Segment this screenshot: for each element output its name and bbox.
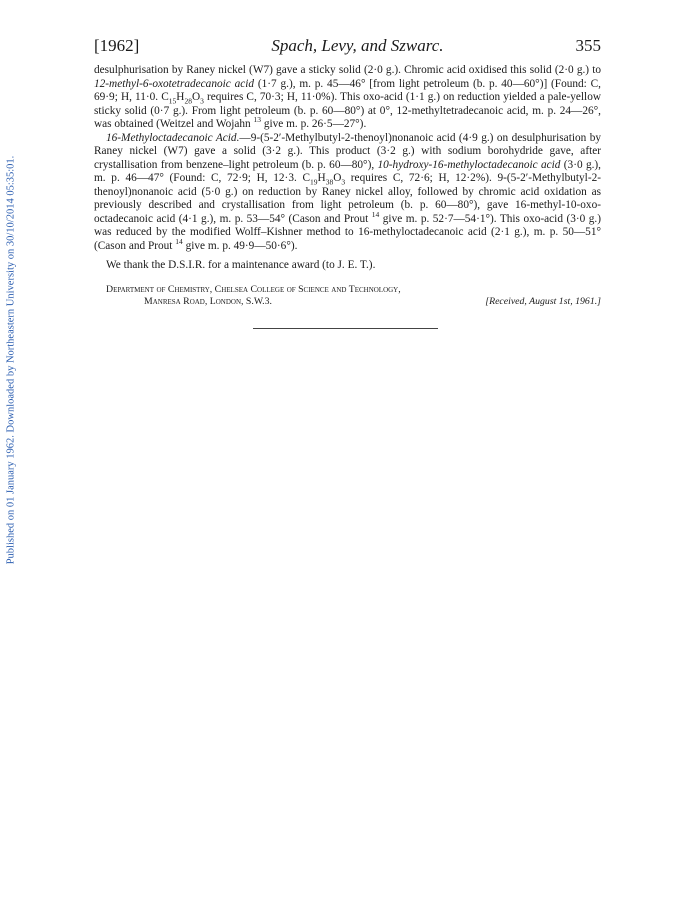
paragraph-experimental-1 bbox=[94, 64, 601, 132]
running-header bbox=[94, 36, 601, 56]
formula-element: O bbox=[333, 172, 342, 184]
reference-superscript: 13 bbox=[253, 115, 262, 125]
formula-subscript: 3 bbox=[200, 96, 204, 106]
compound-name: 10-hydroxy-16-methyloctadecanoic acid bbox=[377, 158, 561, 171]
text-run: requires C, 72·6; H, 12·2%). 9-(5-2′-Methylbutyl-2-thenoyl)nonanoic acid (5·0 g.) on reduction by Raney nickel alloy, followed by chromic acid oxidation as previously described and crystallisation from light petroleum (b. p. 60—80°), gave 16-methyl-10-oxo-octadecanoic acid (4·1 g.), m. p. 53—54° (Cason and Prout bbox=[94, 172, 601, 225]
reference-superscript: 14 bbox=[371, 209, 380, 219]
text-run: give m. p. 26·5—27°). bbox=[261, 118, 367, 130]
text-run: (3·0 g.), m. p. 46—47° (Found: C, 72·9; H, 12·3. C bbox=[94, 158, 602, 184]
download-watermark-text: Published on 01 January 1962. Downloaded by Northeastern University on 30/10/2014 05:35:01. bbox=[5, 155, 17, 565]
journal-page bbox=[94, 36, 601, 329]
formula-element: H bbox=[317, 172, 326, 184]
text-run: —9-(5-2′-Methylbutyl-2-thenoyl)nonanoic acid (4·9 g.) on desulphurisation by Raney nickel (W7) gave a solid (3·2 g.). This product (3·2 g.) with sodium borohydride gave, after crystallisation from benzene–light petroleum (b. p. 60—80°), bbox=[94, 131, 601, 171]
received-date: [Received, August 1st, 1961.] bbox=[485, 295, 601, 307]
address-line-2-row bbox=[144, 296, 601, 308]
text-run: requires C, 70·3; H, 11·0%). This oxo-acid (1·1 g.) on reduction yielded a pale-yellow sticky solid (0·7 g.). From light petroleum (b. p. 60—80°) at 0°, 12-methyltetradecanoic acid, m. p. 24—26°, was obtained (Weitzel and Wojahn bbox=[94, 91, 602, 130]
header-year: [1962] bbox=[94, 36, 140, 55]
header-page-number: 355 bbox=[575, 36, 601, 55]
text-run: (1·7 g.), m. p. 45—46° [from light petroleum (b. p. 40—60°)] (Found: C, 69·9; H, 11·0. C bbox=[94, 77, 601, 103]
text-run: give m. p. 49·9—50·6°). bbox=[182, 239, 298, 252]
article-body bbox=[94, 64, 601, 253]
formula-subscript: 19 bbox=[310, 177, 318, 187]
formula-element: O bbox=[191, 91, 201, 103]
formula-subscript: 15 bbox=[168, 96, 177, 106]
text-run: give m. p. 52·7—54·1°). This oxo-acid (3·0 g.) was reduced by the modified Wolff–Kishner method to 16-methyloctadecanoic acid (2·1 g.), m. p. 50—51° (Cason and Prout bbox=[94, 212, 601, 252]
section-heading: 16-Methyloctadecanoic Acid. bbox=[106, 131, 240, 144]
author-address bbox=[106, 284, 601, 308]
formula-subscript: 38 bbox=[325, 177, 334, 187]
text-run: desulphurisation by Raney nickel (W7) gave a sticky solid (2·0 g.). Chromic acid oxidised this solid (2·0 g.) to bbox=[94, 64, 601, 76]
reference-superscript: 14 bbox=[175, 236, 183, 246]
acknowledgement: We thank the D.S.I.R. for a maintenance award (to J. E. T.). bbox=[106, 259, 376, 271]
download-watermark bbox=[2, 140, 20, 580]
address-line-2: Manresa Road, London, S.W.3. bbox=[144, 295, 272, 307]
header-authors: Spach, Levy, and Szwarc. bbox=[271, 36, 444, 55]
formula-subscript: 3 bbox=[341, 177, 346, 187]
end-rule bbox=[253, 328, 438, 329]
formula-subscript: 28 bbox=[184, 96, 192, 106]
paragraph-experimental-2 bbox=[94, 132, 601, 254]
formula-element: H bbox=[176, 91, 185, 103]
compound-name: 12-methyl-6-oxotetradecanoic acid bbox=[94, 77, 255, 90]
address-line-1: Department of Chemistry, Chelsea College of Science and Technology, bbox=[106, 283, 401, 295]
